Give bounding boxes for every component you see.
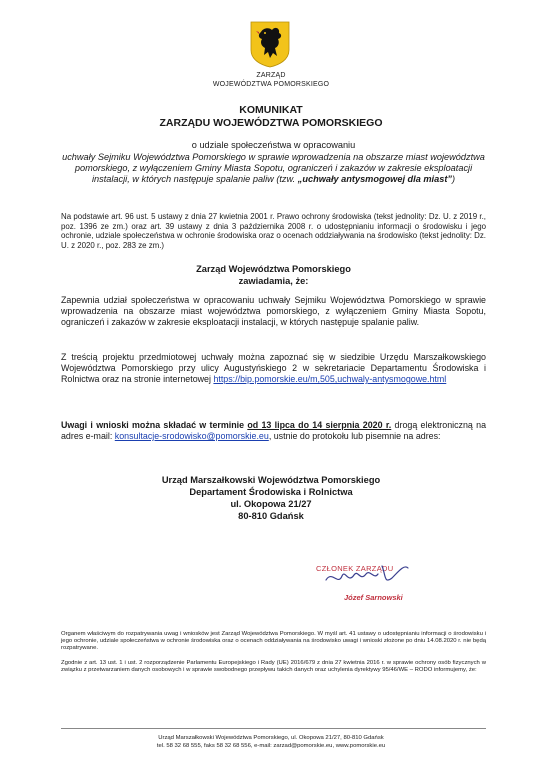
intro-subject-bold: „uchwały antysmogowej dla miast” (297, 174, 452, 184)
signature-stamp (312, 560, 422, 606)
page-subtitle: ZARZĄDU WOJEWÓDZTWA POMORSKIEGO (159, 117, 383, 129)
footnote-2: Zgodnie z art. 13 ust. 1 i ust. 2 rozporządzenie Parlamentu Europejskiego i Rady (UE) 2016/679 z dnia 27 kwietnia 2016 r. w sprawie ochrony osób fizycznych w związku z przetwarzaniem danych osobowych i w sprawie swobodnego przepływu takich danych oraz uchylenia dyrektywy 95/46/WE – RODO informujemy, że: (61, 660, 486, 674)
bip-link[interactable]: https://bip.pomorskie.eu/m,505,uchwaly-antysmogowe.html (213, 374, 447, 384)
pomeranian-griffin-crest-icon (249, 20, 291, 68)
intro-subject (61, 152, 486, 185)
paragraph-2-text: Z treścią projektu przedmiotowej uchwały można zapoznać się w siedzibie Urzędu Marszałkowskiego Województwa Pomorskiego przy ulicy Augustyńskiego 2 w sekretariacie Departamentu Środowiska i Rolnictwa oraz na stronie internetowej (61, 352, 486, 384)
paragraph-3-mid: drogą elektroniczną na adres e-mail: (61, 420, 487, 441)
address-line4: 80-810 Gdańsk (238, 511, 304, 521)
address-line1: Urząd Marszałkowski Województwa Pomorskiego (161, 475, 381, 485)
paragraph-3 (61, 420, 486, 442)
address-line3: ul. Okopowa 21/27 (230, 499, 312, 509)
address-line2: Departament Środowiska i Rolnictwa (189, 487, 353, 497)
deadline-label: Uwagi i wnioski można składać w terminie (61, 420, 245, 430)
footer-contact: tel. 58 32 68 555, faks 58 32 68 556, e-mail: zarzad@pomorskie.eu, www.pomorskie.eu (156, 743, 386, 749)
announce-line1: Zarząd Województwa Pomorskiego (196, 264, 351, 274)
org-name-line2: WOJEWÓDZTWA POMORSKIEGO (212, 81, 330, 88)
footer-address: Urząd Marszałkowski Województwa Pomorskiego, ul. Okopowa 21/27, 80-810 Gdańsk (158, 735, 384, 741)
paragraph-3-end: , ustnie do protokołu lub pisemnie na adres: (268, 431, 441, 441)
page-title: KOMUNIKAT (239, 104, 303, 116)
footnote-1: Organem właściwym do rozpatrywania uwag i wniosków jest Zarząd Województwa Pomorskiego. W myśl art. 41 ustawy o udostępnianiu informacji o środowisku i jego ochronie, udziale społeczeństwa w ochronie środowiska oraz o ocenach oddziaływania na środowisko uwagi i wnioski złożone po dniu 14.08.2020 r. nie będą rozpatrywane. (61, 631, 486, 652)
intro-line: o udziale społeczeństwa w opracowaniu (191, 140, 356, 150)
legal-basis: Na podstawie art. 96 ust. 5 ustawy z dnia 27 kwietnia 2001 r. Prawo ochrony środowiska (tekst jednolity: Dz. U. z 2019 r., poz. 1396 ze zm.) oraz art. 39 ustawy z dnia 3 października 2008 r. o udostępnianiu informacji o środowisku i jego ochronie, udziale społeczeństwa w ochronie środowiska oraz o ocenach oddziaływania na środowisko (tekst jednolity: Dz. U. z 2020 r., poz. 283 ze zm.) (61, 212, 487, 250)
email-link[interactable]: konsultacje-srodowisko@pomorskie.eu (114, 431, 269, 441)
intro-subject-text: uchwały Sejmiku Województwa Pomorskiego w sprawie wprowadzenia na obszarze miast województwa pomorskiego, z wyłączeniem Gminy Miasta Sopotu, ograniczeń i zakazów w zakresie eksploatacji instalacji, w których następuje spalanie paliw (tzw. (62, 152, 485, 184)
stamp-title: CZŁONEK ZARZĄDU (316, 564, 394, 573)
announce-line2: zawiadamia, że: (238, 276, 309, 286)
org-name-line1: ZARZĄD (256, 72, 286, 79)
intro-subject-close: ) (451, 174, 456, 184)
signer-name: Józef Sarnowski (344, 593, 403, 602)
footer-divider (61, 728, 486, 729)
deadline-dates: od 13 lipca do 14 sierpnia 2020 r. (247, 420, 392, 430)
paragraph-2 (61, 352, 486, 385)
paragraph-1: Zapewnia udział społeczeństwa w opracowaniu uchwały Sejmiku Województwa Pomorskiego w sprawie wprowadzenia na obszarze miast województwa pomorskiego, z wyłączeniem Gminy Miasta Sopotu, ograniczeń i zakazów w zakresie eksploatacji instalacji, w których następuje spalanie paliw. (61, 295, 486, 327)
